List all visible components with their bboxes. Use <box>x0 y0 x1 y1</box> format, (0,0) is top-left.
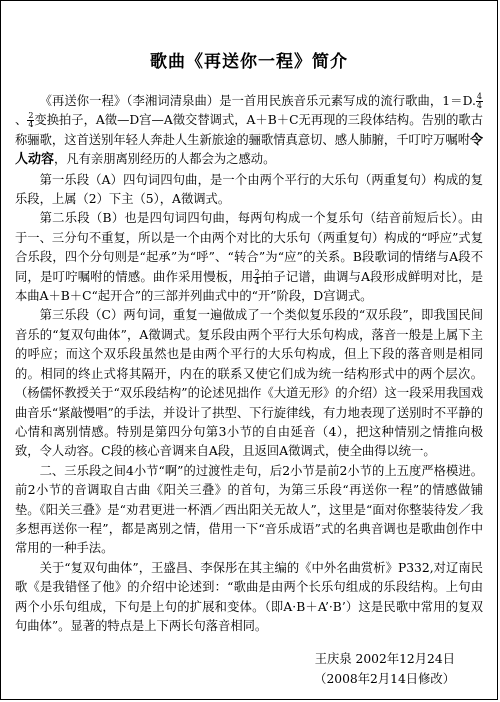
intro-text-3: ，凡有亲朋离别经历的人都会为之感动。 <box>54 152 276 167</box>
separator: 、 <box>15 113 28 128</box>
document-body <box>1 1 497 689</box>
section-3-paragraph: 第三乐段（C）两句词，重复一遍做成了一个类似复乐段的“双乐段”，即我国民间音乐的“复双句曲体”，A徵调式。复乐段由两个平行大乐句构成，落音一般是上属下主的呼应；而这个双乐段虽然也是由两个平行的大乐句构成，但上下段的落音则是相同的。相同的终止式将其隔开，内在的联系又使它们成为统一结构形式中的两个层次。（杨儒怀教授关于“双乐段结构”的论述见拙作《大道无形》的介绍）这一段采用我国戏曲音乐“紧敲慢唱”的手法，并设计了拱型、下行旋律线，有力地表现了送别时不平静的心情和离别情感。特别是第四分句第3小节的自由延音（4），把这种情别之情推向极致，令人动容。C段的核心音调来自A段，且返回A徵调式，使全曲得以统一。 <box>15 308 483 459</box>
time-signature-4-4 <box>476 93 483 110</box>
intro-text-1: 《再送你一程》（李湘词清泉曲）是一首用民族音乐元素写成的流行歌曲，1＝D. <box>39 94 476 108</box>
section-2-text-1: 第二乐段（B）也是四句词四句曲，每两句构成一个复乐句（结音前短后长）。由于一、三分句不重复，所以是一个由两个对比的大乐句（两重复句）构成的“呼应”式复合乐段，四个分句则是“起承”为“呼”、“转合”为“应”的关系。B段歌词的情绪与A段不同，是叮咛嘱咐的情感。曲作采用慢板，用 <box>15 211 483 284</box>
time-signature-denominator: 4 <box>254 276 260 286</box>
signature-revision-date: （2008年2月14日修改） <box>314 671 455 686</box>
intro-paragraph <box>15 92 483 170</box>
section-4-paragraph: 二、三乐段之间4小节“啊”的过渡性走句，后2小节是前2小节的上五度严格模进。前2小节的音调取自古曲《阳关三叠》的首句，为第三乐段“再送你一程”的情感做铺垫。《阳关三叠》是“劝君更进一杯酒／西出阳关无故人”，这里是“面对你整装待发／我多想再送你一程”，都是离别之情，借用一下“音乐成语”式的名典音调也是歌曲创作中常用的一种手法。 <box>15 463 483 556</box>
section-2-text-2: 拍子记谱，曲调与A段形成鲜明对比，是本曲A＋B＋C“起开合”的三部并列曲式中的“开”阶段，D宫调式。 <box>15 269 483 304</box>
time-signature-numerator: 2 <box>254 267 260 277</box>
time-signature-2-4 <box>253 269 260 286</box>
section-5-paragraph: 关于“复双句曲体”，王盛昌、李保彤在其主编的《中外名曲赏析》P332,对辽南民歌《是我错怪了他》的介绍中论述到：“歌曲是由两个长乐句组成的乐段结构。上句由两个小乐句组成，下句是上句的扩展和变体。（即A·B＋A’·B’）这是民歌中常用的复双句曲体”。显著的特点是上下两长句落音相同。 <box>15 560 483 633</box>
signature-block <box>15 650 483 689</box>
signature-author-date: 王庆泉 2002年12月24日 <box>314 652 455 667</box>
section-1-paragraph: 第一乐段（A）四句词四句曲，是一个由两个平行的大乐句（两重复句）构成的复乐段，上属（2）下主（5），A徵调式。 <box>15 172 483 207</box>
time-signature-denominator: 4 <box>476 101 482 110</box>
section-2-paragraph <box>15 209 483 306</box>
intro-text-2: 变换拍子，A徵—D宫—A徵交替调式，A＋B＋C无再现的三段体结构。告别的歌古称骊歌，这首送别年轻人奔赴人生新旅途的骊歌情真意切、感人肺腑，千叮咛万嘱咐 <box>15 113 483 147</box>
page-title: 歌曲《再送你一程》简介 <box>150 52 348 72</box>
emphasis-text: 令人动容 <box>15 132 484 168</box>
time-signature-numerator: 2 <box>28 111 34 121</box>
time-signature-denominator: 4 <box>28 120 34 130</box>
time-signature-numerator: 4 <box>476 92 482 101</box>
